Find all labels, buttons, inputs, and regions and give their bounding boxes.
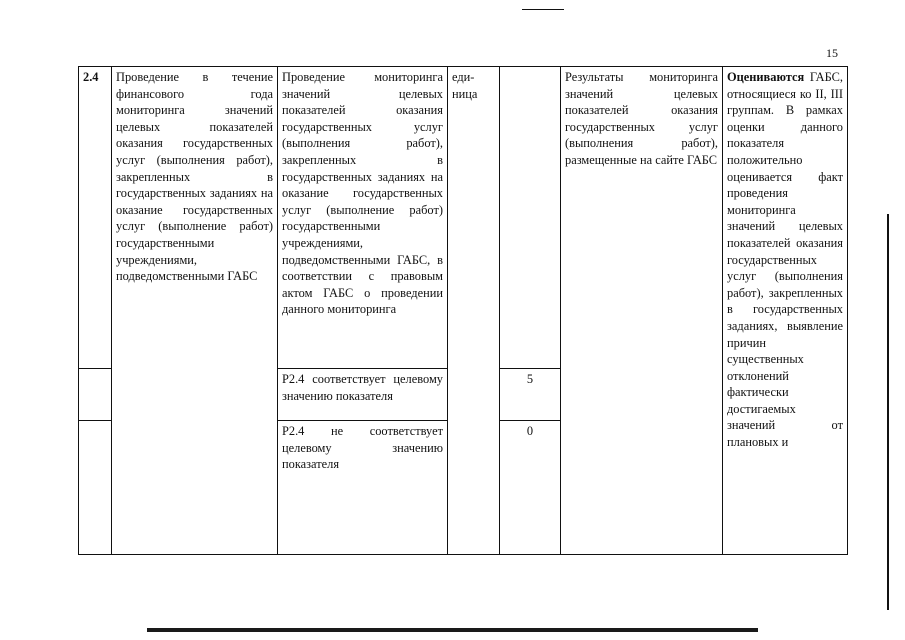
page-number: 15 bbox=[826, 46, 838, 60]
row-description: Проведение в течение финансового года мониторинга значений целевых показателей оказания государственных услуг (выполнения работ), закрепленных в государственных заданиях на оказание государственных услуг (выполнение работ) государственными учреждениями, подведомственными ГАБС bbox=[112, 67, 278, 555]
table-row bbox=[79, 67, 848, 369]
comment-cell bbox=[723, 67, 848, 555]
scan-mark-bottom bbox=[147, 628, 758, 632]
comment-lead: Оцениваются bbox=[727, 70, 805, 84]
criterion-condition: Р2.4 не соответствует целевому значению показателя bbox=[278, 421, 448, 555]
row-number: 2.4 bbox=[79, 67, 112, 369]
row-number-empty bbox=[79, 369, 112, 421]
criterion-score: 5 bbox=[500, 369, 561, 421]
criteria-table bbox=[78, 66, 848, 555]
score-header-cell bbox=[500, 67, 561, 369]
row-number-empty bbox=[79, 421, 112, 555]
comment-text: ГАБС, относящиеся ко II, III группам. В рамках оценки данного показателя положительно оценивается факт проведения мониторинга значений целевых показателей оказания государственных услуг (выполнения работ), закрепленных в государственных заданиях, выявление причин существенных отклонений фактически достигаемых значений от плановых и bbox=[727, 70, 843, 450]
unit-cell: еди-ница bbox=[448, 67, 500, 555]
criterion-condition: Р2.4 соответствует целевому значению показателя bbox=[278, 369, 448, 421]
indicator-text: Проведение мониторинга значений целевых показателей оказания государственных услуг (выполнения работ), закрепленных в государственных заданиях на оказание государственных услуг (выполнение работ) государственными учреждениями, подведомственными ГАБС, в соответствии с правовым актом ГАБС о проведении данного мониторинга bbox=[278, 67, 448, 369]
source-text: Результаты мониторинга значений целевых показателей оказания государственных услуг (выполнения работ), размещенные на сайте ГАБС bbox=[561, 67, 723, 555]
criterion-score: 0 bbox=[500, 421, 561, 555]
scan-mark-top bbox=[522, 9, 564, 10]
scan-mark-right bbox=[887, 214, 889, 610]
